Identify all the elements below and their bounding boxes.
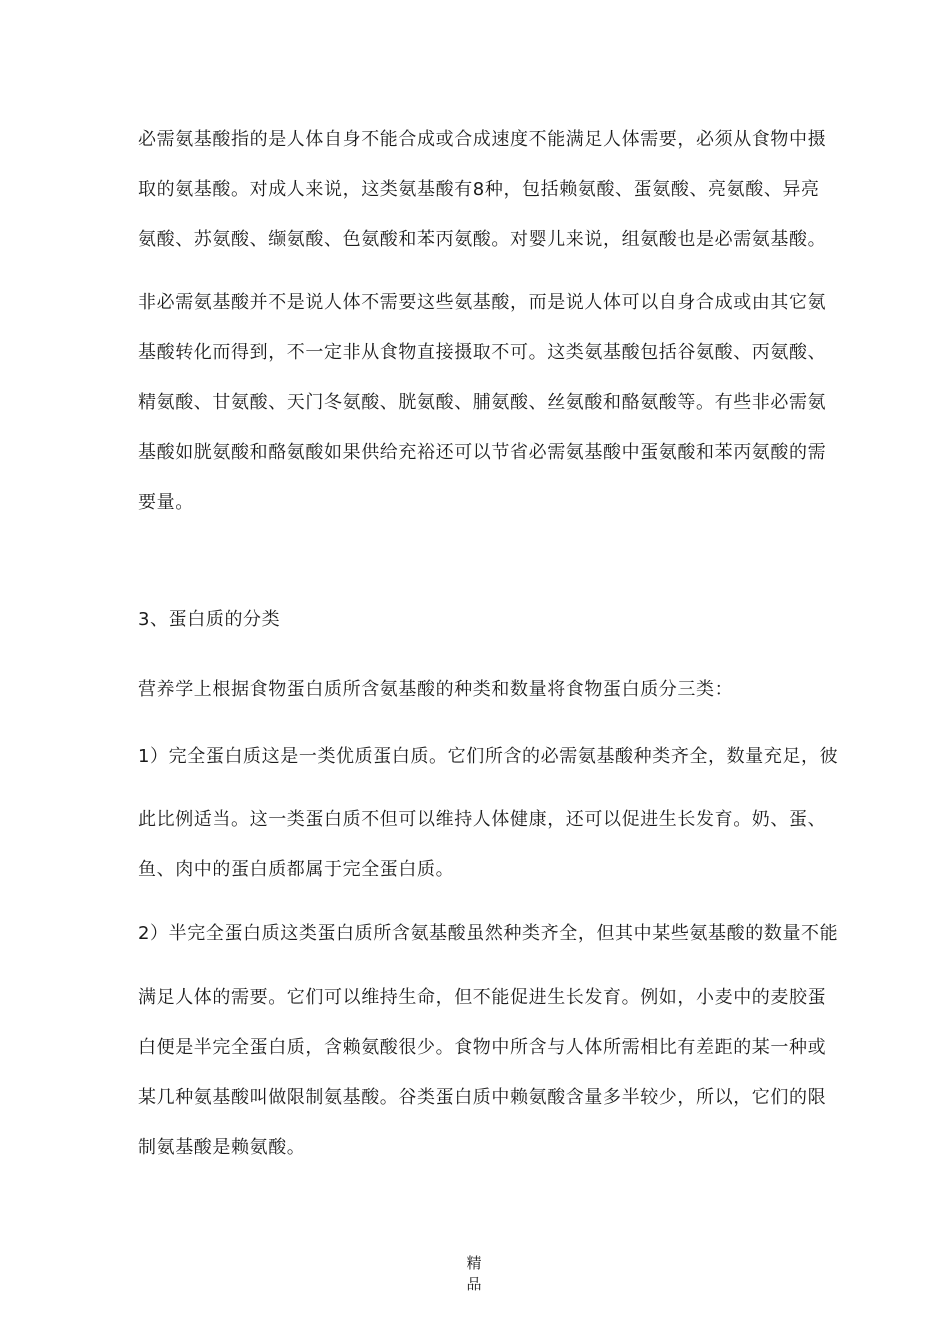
paragraph-5-line-2: 满足人体的需要。它们可以维持生命，但不能促进生长发育。例如，小麦中的麦胶蛋	[138, 987, 827, 1008]
paragraph-5-line-5: 制氨基酸是赖氨酸。	[138, 1137, 306, 1158]
paragraph-4-line-3: 鱼、肉中的蛋白质都属于完全蛋白质。	[138, 859, 455, 880]
paragraph-5-line-3: 白便是半完全蛋白质，含赖氨酸很少。食物中所含与人体所需相比有差距的某一种或	[138, 1037, 827, 1058]
section-heading: 3、蛋白质的分类	[138, 609, 281, 630]
paragraph-1-line-1: 必需氨基酸指的是人体自身不能合成或合成速度不能满足人体需要，必须从食物中摄	[138, 129, 827, 150]
paragraph-4-line-2: 此比例适当。这一类蛋白质不但可以维持人体健康，还可以促进生长发育。奶、蛋、	[138, 809, 827, 830]
paragraph-1-line-2: 取的氨基酸。对成人来说，这类氨基酸有8种，包括赖氨酸、蛋氨酸、亮氨酸、异亮	[138, 179, 820, 200]
paragraph-2-line-3: 精氨酸、甘氨酸、天门冬氨酸、胱氨酸、脯氨酸、丝氨酸和酪氨酸等。有些非必需氨	[138, 392, 827, 413]
paragraph-2-line-4: 基酸如胱氨酸和酪氨酸如果供给充裕还可以节省必需氨基酸中蛋氨酸和苯丙氨酸的需	[138, 442, 827, 463]
paragraph-5-line-4: 某几种氨基酸叫做限制氨基酸。谷类蛋白质中赖氨酸含量多半较少，所以，它们的限	[138, 1087, 827, 1108]
paragraph-3-line-1: 营养学上根据食物蛋白质所含氨基酸的种类和数量将食物蛋白质分三类：	[138, 679, 734, 700]
footer-mark-line-1: 精	[466, 1254, 482, 1272]
paragraph-2-line-1: 非必需氨基酸并不是说人体不需要这些氨基酸，而是说人体可以自身合成或由其它氨	[138, 292, 827, 313]
paragraph-2-line-2: 基酸转化而得到，不一定非从食物直接摄取不可。这类氨基酸包括谷氨酸、丙氨酸、	[138, 342, 827, 363]
paragraph-5-line-1: 2）半完全蛋白质这类蛋白质所含氨基酸虽然种类齐全，但其中某些氨基酸的数量不能	[138, 923, 839, 944]
paragraph-2-line-5: 要量。	[138, 492, 194, 513]
paragraph-4-line-1: 1）完全蛋白质这是一类优质蛋白质。它们所含的必需氨基酸种类齐全，数量充足，彼	[138, 746, 839, 767]
paragraph-1-line-3: 氨酸、苏氨酸、缬氨酸、色氨酸和苯丙氨酸。对婴儿来说，组氨酸也是必需氨基酸。	[138, 229, 827, 250]
footer-mark-line-2: 品	[466, 1275, 482, 1293]
